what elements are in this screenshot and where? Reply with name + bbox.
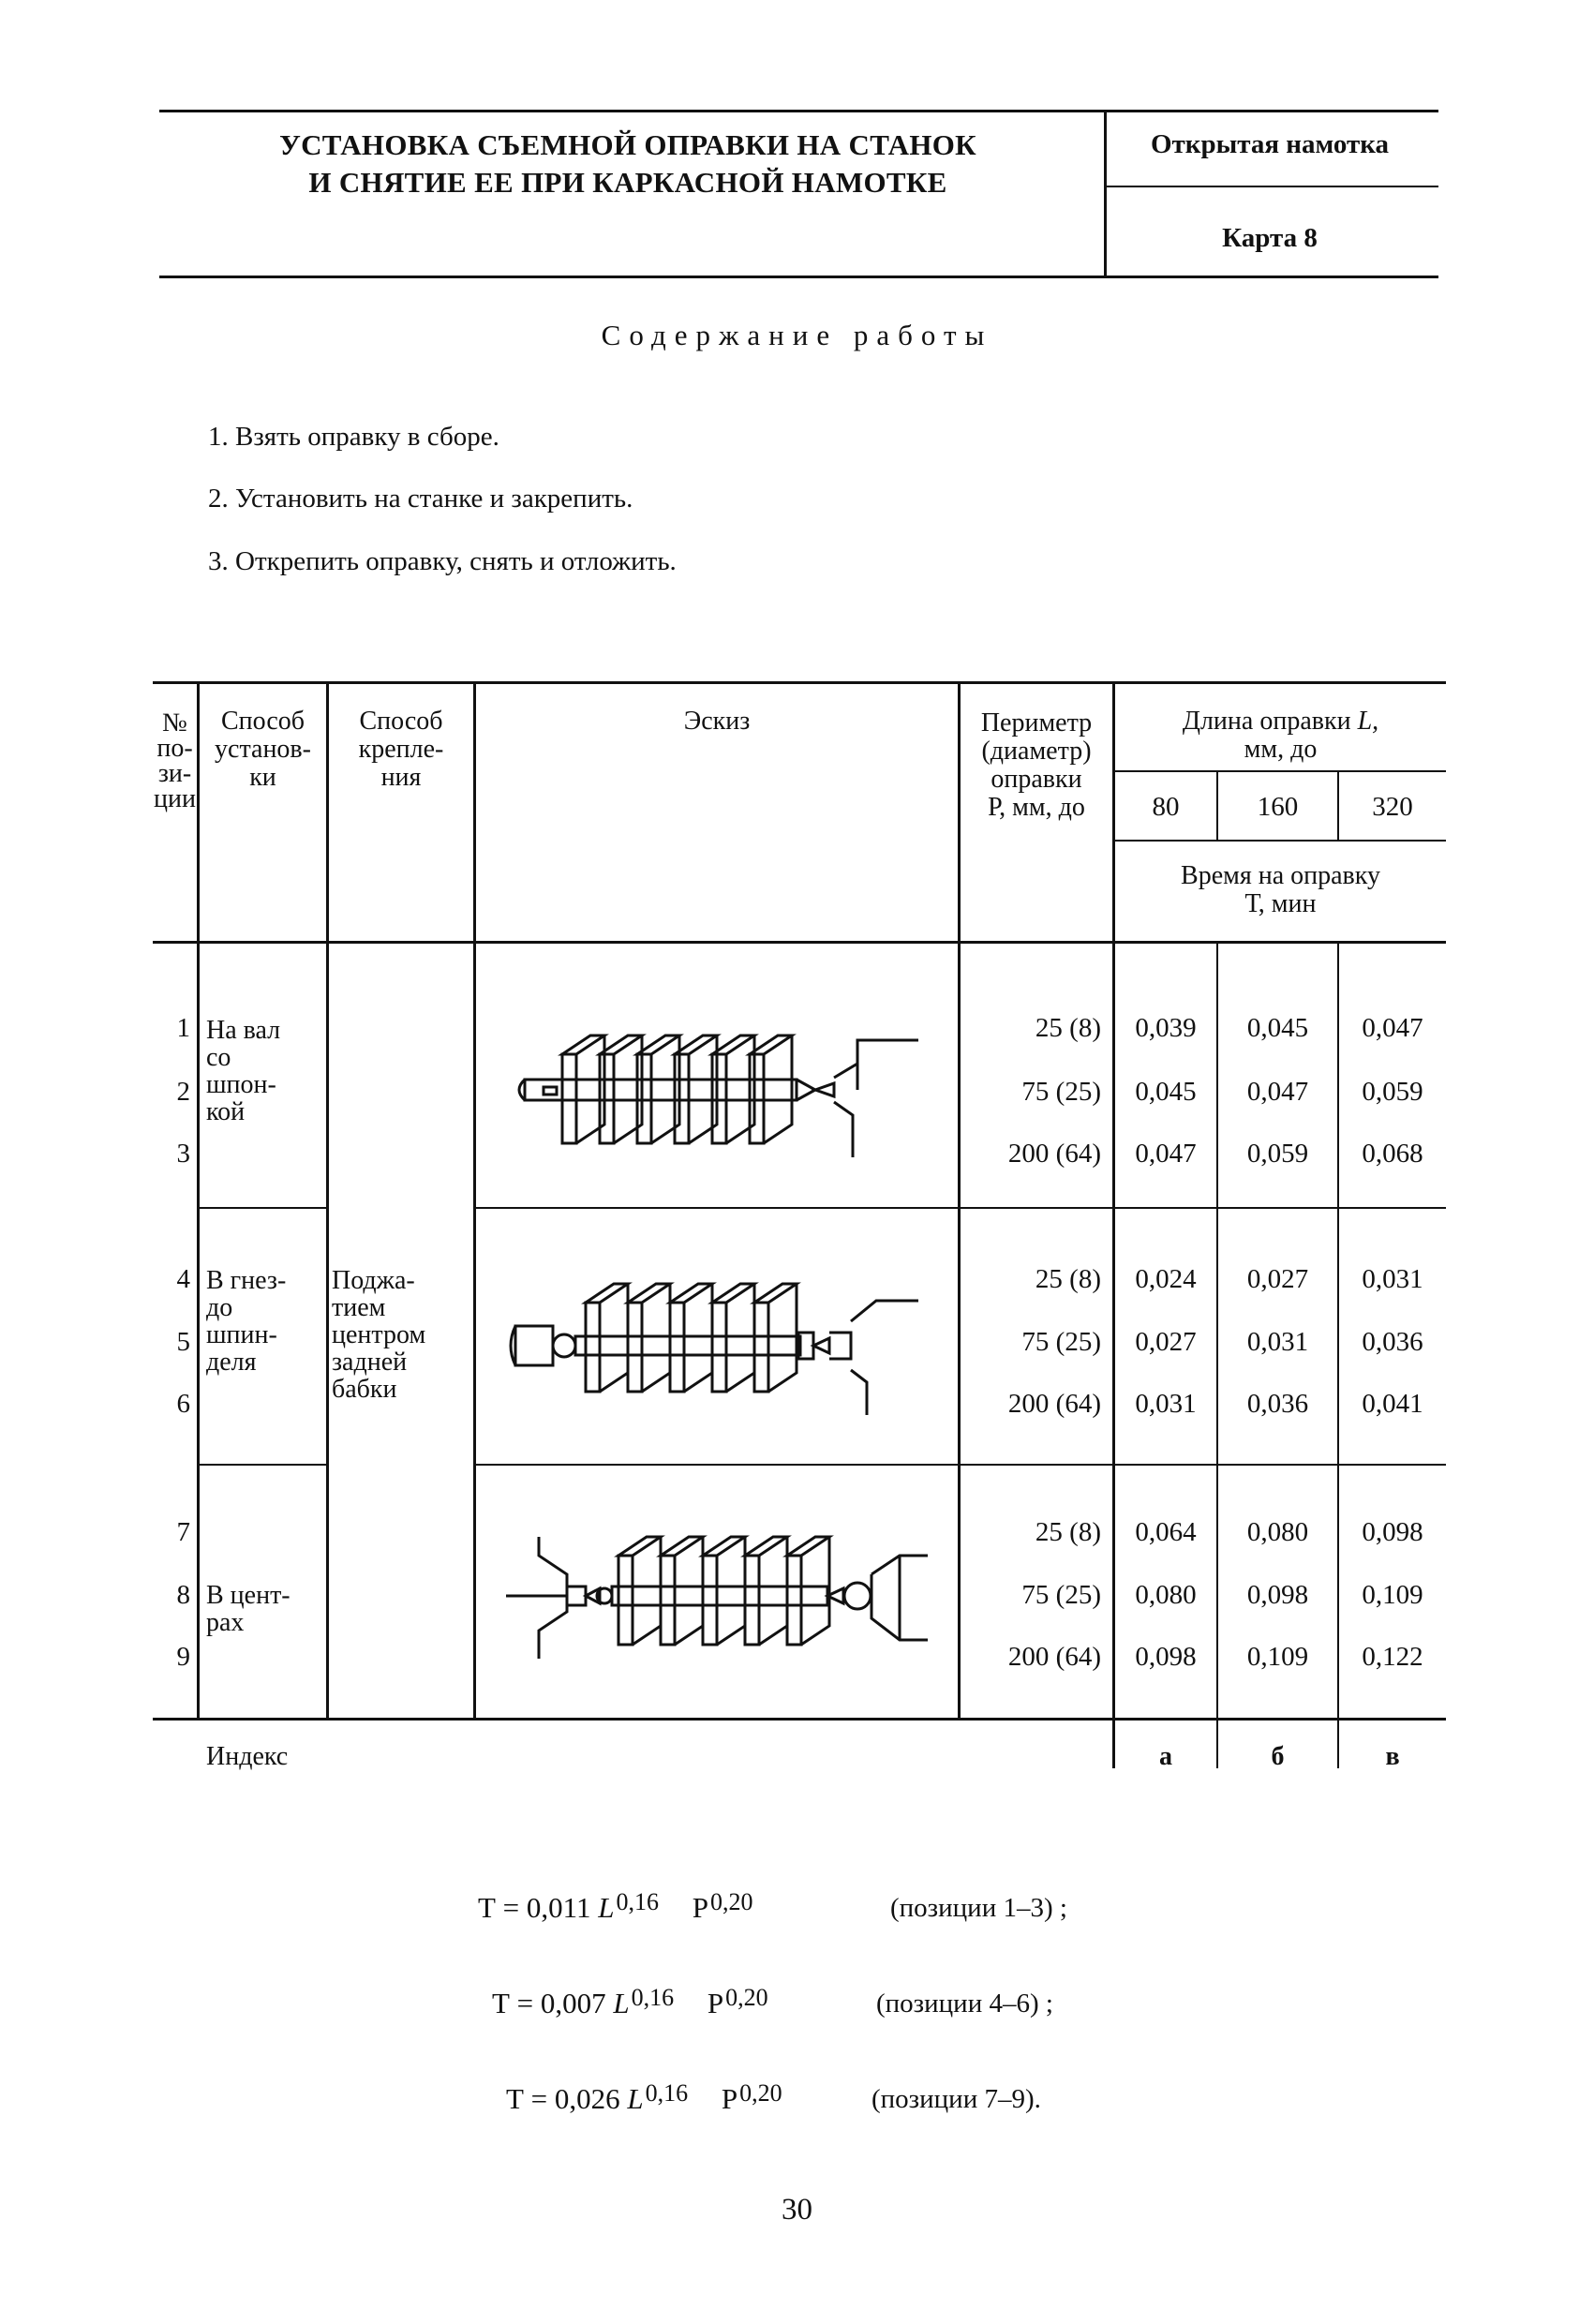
time-9-320: 0,122 [1362, 1642, 1423, 1672]
table-top-rule [153, 681, 1446, 684]
time-8-320: 0,109 [1362, 1580, 1423, 1610]
perimeter-8: 75 (25) [1021, 1580, 1101, 1610]
time-3-80: 0,047 [1135, 1139, 1197, 1169]
step-2: 2. Установить на станке и закрепить. [208, 484, 633, 514]
winding-type: Открытая намотка [1150, 129, 1390, 159]
install-group2 [206, 1267, 323, 1376]
time-1-160: 0,045 [1246, 1013, 1309, 1043]
header-perimeter [961, 709, 1112, 822]
fix-method-l5: бабки [332, 1375, 397, 1404]
col-divider-3 [473, 681, 476, 1719]
formula-3-p-exp: 0,20 [739, 2079, 782, 2107]
group2-rule-left [197, 1464, 328, 1466]
header-length-symbol: L, [1357, 707, 1379, 736]
install-group2-l1: В гнез- [206, 1266, 287, 1295]
header-perimeter-l4: Р, мм, до [988, 793, 1085, 822]
formula-1-note: (позиции 1–3) ; [890, 1893, 1067, 1923]
time-4-320: 0,031 [1362, 1264, 1423, 1294]
time-8-160: 0,098 [1246, 1580, 1309, 1610]
length-80: 80 [1152, 792, 1180, 822]
pos-2: 2 [176, 1077, 190, 1107]
header-time-l2: Т, мин [1244, 889, 1317, 918]
col-divider-1 [197, 681, 200, 1719]
index-label: Индекс [206, 1742, 289, 1771]
time-2-320: 0,059 [1362, 1077, 1423, 1107]
pos-6: 6 [176, 1389, 190, 1419]
time-7-320: 0,098 [1362, 1517, 1423, 1547]
time-3-320: 0,068 [1362, 1139, 1423, 1169]
header-length-unit: мм, до [1244, 735, 1318, 764]
page-title-line2: И СНЯТИЕ ЕЕ ПРИ КАРКАСНОЙ НАМОТКЕ [308, 166, 947, 199]
time-9-160: 0,109 [1246, 1642, 1309, 1672]
formula-2-p: Р [707, 1987, 724, 2019]
header-sketch: Эскиз [683, 707, 751, 736]
time-6-80: 0,031 [1135, 1389, 1197, 1419]
perimeter-1: 25 (8) [1035, 1013, 1101, 1043]
install-group1 [206, 1017, 323, 1125]
header-length [1115, 708, 1446, 764]
header-position-l2: по- [156, 734, 193, 763]
header-fix-l3: ния [380, 763, 422, 792]
formula-3-prefix: Т = 0,026 [506, 2082, 620, 2115]
pos-8: 8 [176, 1580, 190, 1610]
formula-2-prefix: Т = 0,007 [492, 1987, 606, 2019]
formula-1-p: Р [692, 1891, 709, 1924]
install-group3-l2: рах [206, 1608, 245, 1637]
install-group1-l3: шпон- [206, 1070, 276, 1099]
card-number: Карта 8 [1222, 223, 1318, 253]
formula-2 [492, 1984, 768, 2020]
header-install-l3: ки [249, 763, 276, 792]
col-divider-2 [326, 681, 329, 1719]
time-4-80: 0,024 [1135, 1264, 1197, 1294]
header-fix [329, 708, 473, 792]
time-1-320: 0,047 [1362, 1013, 1423, 1043]
perimeter-3: 200 (64) [1007, 1139, 1101, 1169]
header-position-l1: № [162, 708, 187, 737]
formula-2-note: (позиции 4–6) ; [876, 1989, 1053, 2019]
install-group3 [206, 1582, 323, 1636]
col-divider-4 [958, 681, 961, 1719]
pos-4: 4 [176, 1264, 190, 1294]
sketch-spindle-socket [506, 1265, 937, 1424]
header-top-rule [159, 110, 1438, 112]
index-v: в [1385, 1742, 1400, 1771]
formula-3 [506, 2079, 782, 2116]
time-6-320: 0,041 [1362, 1389, 1423, 1419]
pos-5: 5 [176, 1327, 190, 1357]
header-length-title: Длина оправки [1182, 707, 1351, 736]
install-group3-l1: В цент- [206, 1581, 290, 1610]
pos-9: 9 [176, 1642, 190, 1672]
formula-3-p: Р [721, 2082, 738, 2115]
time-7-160: 0,080 [1246, 1517, 1309, 1547]
formula-2-l: L [613, 1987, 630, 2019]
page-number: 30 [782, 2193, 812, 2227]
formula-3-l: L [627, 2082, 644, 2115]
formula-3-l-exp: 0,16 [645, 2079, 689, 2107]
length-320: 320 [1372, 792, 1413, 822]
time-1-80: 0,039 [1135, 1013, 1197, 1043]
sketch-centers [497, 1513, 937, 1673]
perimeter-6: 200 (64) [1007, 1389, 1101, 1419]
time-5-160: 0,031 [1246, 1327, 1309, 1357]
formula-1-prefix: Т = 0,011 [478, 1891, 591, 1924]
time-7-80: 0,064 [1135, 1517, 1197, 1547]
install-group2-l4: деля [206, 1348, 257, 1377]
table-header-bottom-rule [153, 941, 1446, 944]
header-fix-l1: Способ [359, 707, 443, 736]
header-perimeter-l2: (диаметр) [981, 737, 1092, 766]
time-2-160: 0,047 [1246, 1077, 1309, 1107]
header-install-l2: установ- [215, 735, 311, 764]
header-mid-rule [1106, 186, 1438, 187]
perimeter-2: 75 (25) [1021, 1077, 1101, 1107]
sketch-shaft-key [506, 1012, 937, 1171]
header-time-l1: Время на оправку [1181, 861, 1380, 890]
fix-method-l2: тием [332, 1293, 386, 1322]
formula-1-p-exp: 0,20 [710, 1888, 753, 1915]
section-title: Содержание работы [601, 319, 993, 351]
header-install-l1: Способ [220, 707, 305, 736]
time-8-80: 0,080 [1135, 1580, 1197, 1610]
install-group2-l2: до [206, 1293, 233, 1322]
step-1: 1. Взять оправку в сборе. [208, 422, 499, 452]
header-position-l3: зи- [157, 759, 192, 788]
time-6-160: 0,036 [1246, 1389, 1309, 1419]
pos-7: 7 [176, 1517, 190, 1547]
header-time [1115, 862, 1446, 918]
formula-1-l: L [598, 1891, 615, 1924]
table-body-bottom-rule [153, 1718, 1446, 1721]
install-group2-l3: шпин- [206, 1320, 277, 1349]
perimeter-7: 25 (8) [1035, 1517, 1101, 1547]
install-group1-l1: На вал [206, 1016, 281, 1045]
time-5-320: 0,036 [1362, 1327, 1423, 1357]
page-title [159, 127, 1096, 201]
length-header-rule [1112, 770, 1446, 772]
time-2-80: 0,045 [1135, 1077, 1197, 1107]
header-position [153, 710, 197, 812]
time-3-160: 0,059 [1246, 1139, 1309, 1169]
time-5-80: 0,027 [1135, 1327, 1197, 1357]
header-perimeter-l3: оправки [991, 765, 1082, 794]
step-3: 3. Открепить оправку, снять и отложить. [208, 546, 677, 576]
page-title-line1: УСТАНОВКА СЪЕМНОЙ ОПРАВКИ НА СТАНОК [279, 128, 976, 161]
header-perimeter-l1: Периметр [980, 708, 1093, 737]
formula-2-p-exp: 0,20 [725, 1984, 768, 2011]
perimeter-5: 75 (25) [1021, 1327, 1101, 1357]
fix-method-l1: Поджа- [332, 1266, 415, 1295]
time-9-80: 0,098 [1135, 1642, 1197, 1672]
fix-method-l3: центром [332, 1320, 426, 1349]
time-4-160: 0,027 [1246, 1264, 1309, 1294]
formula-1-l-exp: 0,16 [616, 1888, 660, 1915]
perimeter-4: 25 (8) [1035, 1264, 1101, 1294]
formula-1 [478, 1888, 753, 1925]
formula-3-note: (позиции 7–9). [871, 2084, 1041, 2114]
install-group1-l2: со [206, 1043, 231, 1072]
header-position-l4: ции [154, 784, 196, 813]
perimeter-9: 200 (64) [1007, 1642, 1101, 1672]
install-group1-l4: кой [206, 1097, 246, 1126]
header-fix-l2: крепле- [358, 735, 444, 764]
header-install [200, 708, 326, 792]
index-b: б [1271, 1742, 1285, 1771]
index-a: а [1159, 1742, 1172, 1771]
formula-2-l-exp: 0,16 [631, 1984, 675, 2011]
pos-3: 3 [176, 1139, 190, 1169]
fix-method-l4: задней [332, 1348, 408, 1377]
pos-1: 1 [176, 1013, 190, 1043]
header-bottom-rule [159, 276, 1438, 278]
length-160: 160 [1257, 792, 1299, 822]
lengths-rule [1112, 840, 1446, 842]
group1-rule-left [197, 1207, 328, 1209]
fix-method [332, 1267, 472, 1403]
